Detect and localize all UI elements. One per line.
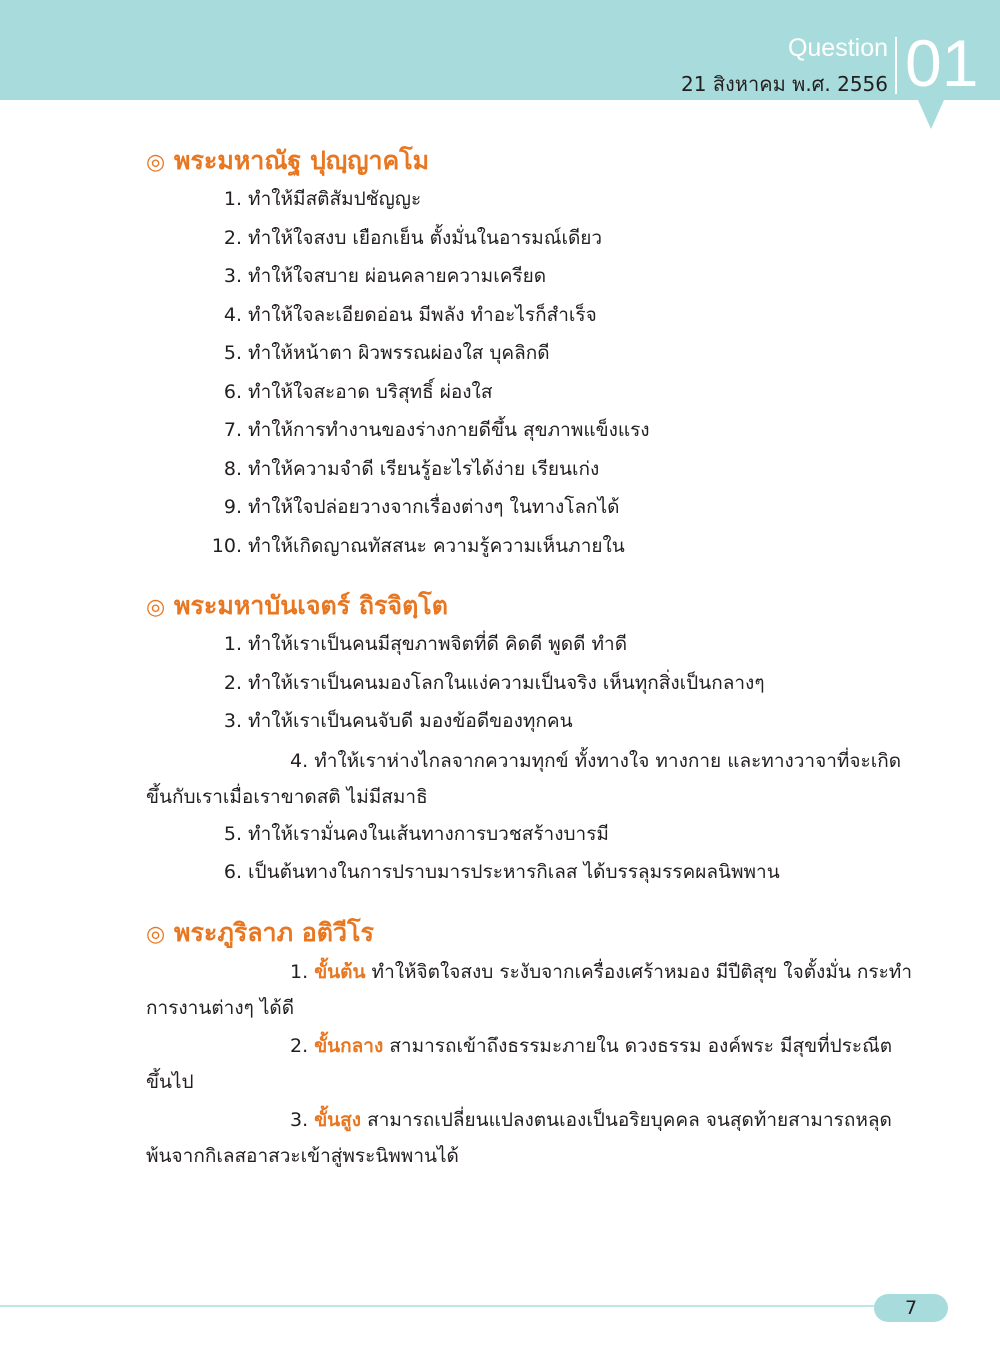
item-keyword: ขั้นต้น <box>314 960 366 983</box>
item-number: 8. <box>223 457 242 480</box>
item-number: 9. <box>223 496 242 518</box>
item-number: 1. <box>290 960 309 983</box>
item-text: ทำให้ใจปล่อยวางจากเรื่องต่างๆ ในทางโลกได้ <box>248 496 620 518</box>
section-title <box>146 587 916 625</box>
section-title-text: พระภูริลาภ อติวีโร <box>174 917 374 947</box>
item-text: ทำให้ใจสงบ เยือกเย็น ตั้งมั่นในอารมณ์เดียว <box>248 226 603 249</box>
item-number: 3. <box>223 710 242 732</box>
list-item <box>146 373 916 412</box>
list-item <box>146 257 916 296</box>
item-number: 4. <box>290 749 309 772</box>
header-number: 01 <box>905 26 979 100</box>
item-text: ทำให้ใจสบาย ผ่อนคลายความเครียด <box>248 265 547 287</box>
item-text: ทำให้เราเป็นคนมีสุขภาพจิตที่ดี คิดดี พูดดี ทำดี <box>248 633 628 655</box>
item-text: สามารถเข้าถึงธรรมะภายใน ดวงธรรม องค์พระ มีสุขที่ประณีตขึ้นไป <box>146 1034 893 1093</box>
footer-line <box>0 1305 880 1307</box>
item-text: เป็นต้นทางในการปราบมารประหารกิเลส ได้บรรลุมรรคผลนิพพาน <box>248 861 780 883</box>
item-number: 2. <box>223 671 242 694</box>
item-number: 1. <box>223 188 242 210</box>
header-pointer <box>918 100 944 129</box>
list-item <box>146 1100 916 1174</box>
item-number: 7. <box>223 419 242 441</box>
section-title <box>146 142 916 180</box>
item-text: ทำให้เราเป็นคนมองโลกในแง่ความเป็นจริง เห็นทุกสิ่งเป็นกลางๆ <box>248 671 765 694</box>
item-text: ทำให้การทำงานของร่างกายดีขึ้น สุขภาพแข็งแรง <box>248 419 650 441</box>
list-item <box>146 853 916 892</box>
list-item <box>146 450 916 489</box>
list-item <box>146 488 916 527</box>
item-number: 2. <box>223 226 242 249</box>
item-text: ทำให้มีสติสัมปชัญญะ <box>248 188 422 210</box>
item-number: 10. <box>211 534 242 557</box>
item-text: ทำให้ใจสะอาด บริสุทธิ์ ผ่องใส <box>248 380 493 403</box>
item-number: 6. <box>223 380 242 403</box>
section-title-text: พระมหาบันเจตร์ ถิรจิตฺโต <box>174 591 448 620</box>
item-number: 5. <box>223 822 242 845</box>
item-text: ทำให้เรามั่นคงในเส้นทางการบวชสร้างบารมี <box>248 822 609 845</box>
page-number: 7 <box>874 1294 948 1322</box>
list-item <box>146 527 916 566</box>
header-label: Question <box>787 34 888 62</box>
list-item <box>146 815 916 854</box>
item-number: 2. <box>290 1034 309 1057</box>
list-item <box>146 296 916 335</box>
item-keyword: ขั้นกลาง <box>314 1034 384 1057</box>
item-number: 1. <box>223 633 242 655</box>
list-item <box>146 334 916 373</box>
list-item <box>146 180 916 219</box>
header-divider <box>895 37 897 94</box>
list-item <box>146 741 916 815</box>
section-title <box>146 914 916 952</box>
list-item <box>146 219 916 258</box>
bullet-icon: ◎ <box>146 150 166 175</box>
item-text: ทำให้ใจละเอียดอ่อน มีพลัง ทำอะไรก็สำเร็จ <box>248 303 597 326</box>
bullet-icon: ◎ <box>146 921 166 947</box>
item-number: 5. <box>223 342 242 364</box>
header-date: 21 สิงหาคม พ.ศ. 2556 <box>681 72 888 96</box>
bullet-icon: ◎ <box>146 595 166 620</box>
item-number: 3. <box>223 265 242 287</box>
list-item <box>146 702 916 741</box>
item-text: ทำให้เราห่างไกลจากความทุกข์ ทั้งทางใจ ทางกาย และทางวาจาที่จะเกิดขึ้นกับเราเมื่อเราขาดสติ ไม่มีสมาธิ <box>146 749 902 808</box>
section-3 <box>146 914 916 1174</box>
item-text: ทำให้เกิดญาณทัสสนะ ความรู้ความเห็นภายใน <box>248 534 625 557</box>
item-text: สามารถเปลี่ยนแปลงตนเองเป็นอริยบุคคล จนสุดท้ายสามารถหลุดพ้นจากกิเลสอาสวะเข้าสู่พระนิพพานได้ <box>146 1108 892 1167</box>
list-item <box>146 625 916 664</box>
section-title-text: พระมหาณัฐ ปุญฺญาคโม <box>174 146 430 175</box>
list-item <box>146 1026 916 1100</box>
section-1 <box>146 142 916 565</box>
section-2 <box>146 587 916 892</box>
item-number: 3. <box>290 1108 309 1131</box>
list-item <box>146 664 916 703</box>
item-keyword: ขั้นสูง <box>314 1108 362 1131</box>
item-text: ทำให้ความจำดี เรียนรู้อะไรได้ง่าย เรียนเก่ง <box>248 457 600 480</box>
item-text: ทำให้เราเป็นคนจับดี มองข้อดีของทุกคน <box>248 710 573 732</box>
list-item <box>146 952 916 1026</box>
page-content <box>146 142 916 1196</box>
item-text: ทำให้หน้าตา ผิวพรรณผ่องใส บุคลิกดี <box>248 342 550 364</box>
item-number: 6. <box>223 861 242 883</box>
item-number: 4. <box>223 303 242 326</box>
item-text: ทำให้จิตใจสงบ ระงับจากเครื่องเศร้าหมอง มีปีติสุข ใจตั้งมั่น กระทำการงานต่างๆ ได้ดี <box>146 960 912 1019</box>
list-item <box>146 411 916 450</box>
